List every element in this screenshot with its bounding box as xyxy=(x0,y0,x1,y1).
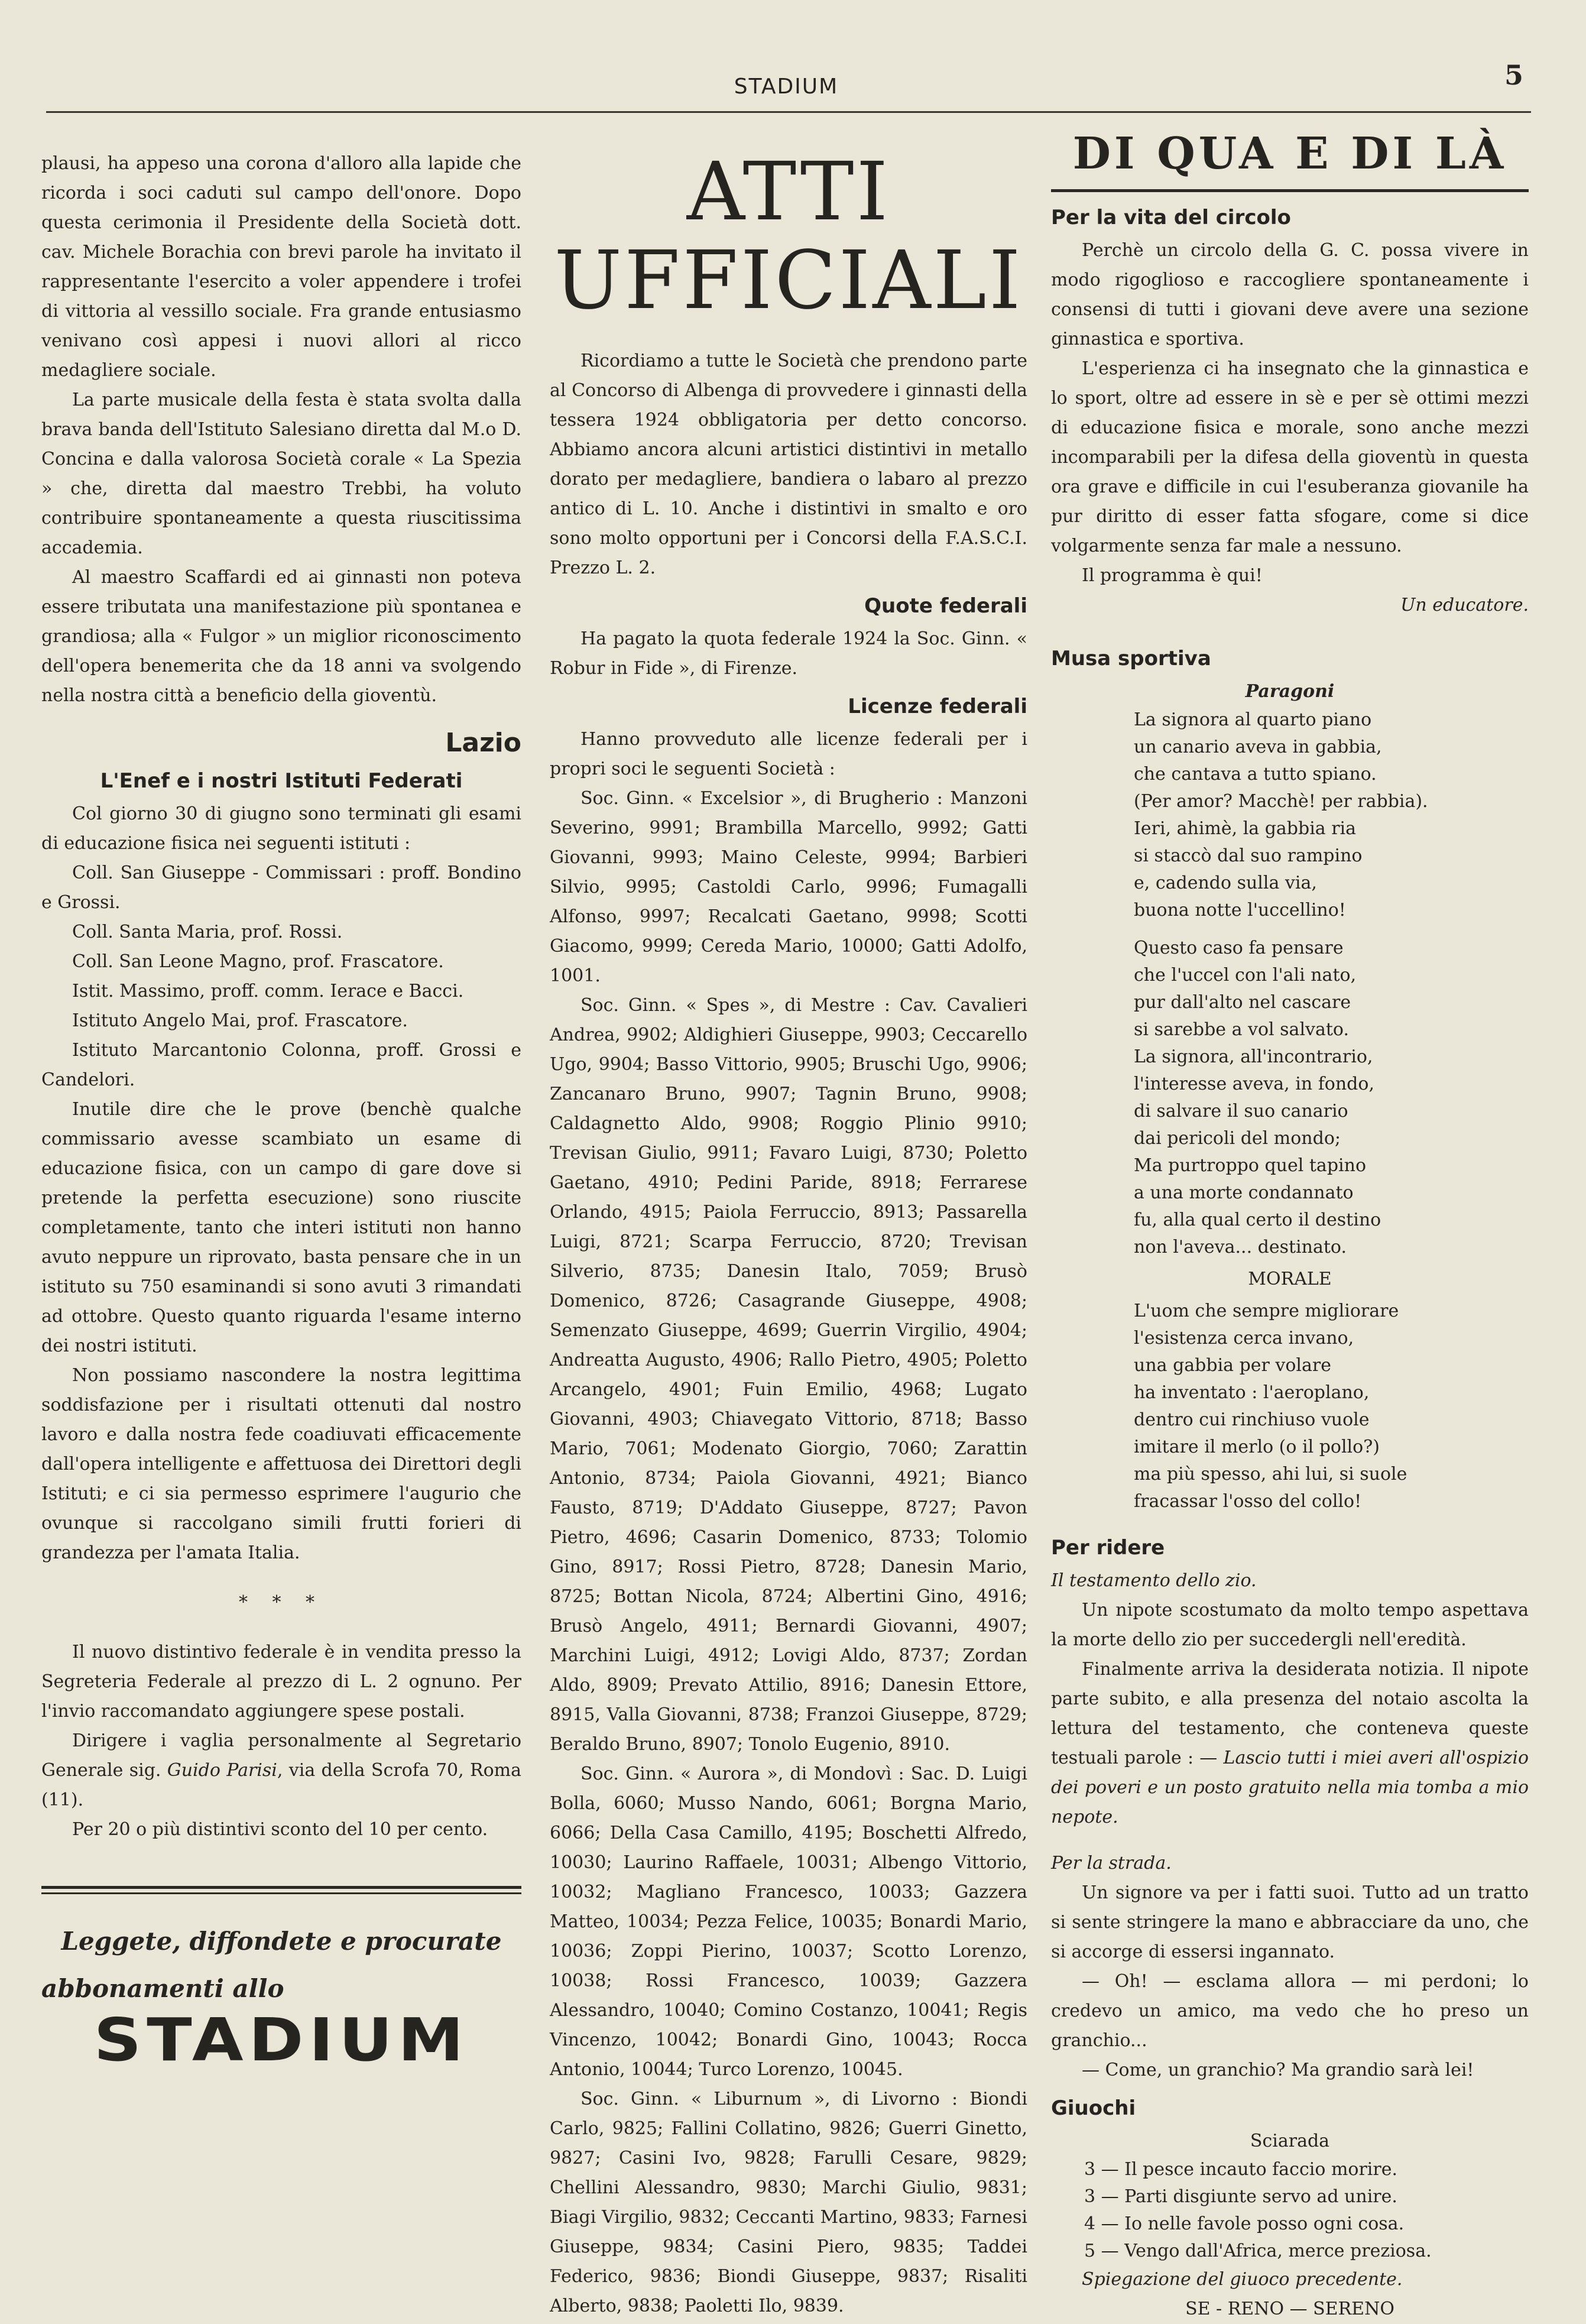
signature: Un educatore. xyxy=(1400,595,1529,615)
institute-item: Coll. San Leone Magno, prof. Frascatore. xyxy=(72,951,444,972)
poem-line: pur dall'alto nel cascare xyxy=(1134,992,1351,1013)
running-header-title: STADIUM xyxy=(734,74,839,99)
article-paragraph: Un signore va per i fatti suoi. Tutto ad un tratto si sente stringere la mano e abbracciare da uno, che si accorge di essersi ingannato. xyxy=(1051,1882,1529,1962)
institute-item: Coll. Santa Maria, prof. Rossi. xyxy=(72,922,343,942)
poem-line: L'uom che sempre migliorare xyxy=(1134,1301,1399,1321)
poem-line: si staccò dal suo rampino xyxy=(1134,845,1363,866)
promo-line: abbonamenti allo xyxy=(41,1974,284,2003)
poem-line: dentro cui rinchiuso vuole xyxy=(1134,1409,1370,1430)
sciarada-title: Sciarada xyxy=(1250,2131,1330,2151)
text-run: Dirigere i vaglia personalmente al Segretario Generale sig. xyxy=(41,1730,521,1781)
poem-line: l'esistenza cerca invano, xyxy=(1134,1328,1354,1349)
poem-line: La signora, all'incontrario, xyxy=(1134,1046,1373,1067)
middle-column xyxy=(550,145,1027,2321)
riddle-line: 3 — Il pesce incauto faccio morire. xyxy=(1084,2159,1398,2180)
testament-quote: Lascio tutti i miei averi all'ospizio dei poveri e un posto gratuito nella mia tomba a mio nepote. xyxy=(1051,1748,1529,1827)
poem-line: una gabbia per volare xyxy=(1134,1355,1331,1376)
poem-line: Ieri, ahimè, la gabbia ria xyxy=(1134,818,1357,839)
page-number: 5 xyxy=(1504,59,1524,91)
poem-line: Questo caso fa pensare xyxy=(1134,938,1344,958)
article-paragraph: — Come, un granchio? Ma grandio sarà lei! xyxy=(1082,2060,1474,2080)
poem-line: a una morte condannato xyxy=(1134,1182,1354,1203)
poem-line: fu, alla qual certo il destino xyxy=(1134,1210,1381,1230)
article-paragraph: Per 20 o più distintivi sconto del 10 per cento. xyxy=(72,1819,488,1840)
stadium-logo: STADIUM xyxy=(93,2005,469,2075)
poem-line: un canario aveva in gabbia, xyxy=(1134,737,1382,757)
article-paragraph: Perchè un circolo della G. C. possa vivere in modo rigoglioso e raccogliere spontaneamente i consensi di tutti i giovani deve avere una sezione ginnastica e sportiva. xyxy=(1051,240,1529,349)
header-rule xyxy=(46,111,1531,113)
poem-title: Paragoni xyxy=(1245,681,1335,702)
institute-item: Istit. Massimo, proff. comm. Ierace e Bacci. xyxy=(72,981,464,1001)
poem-line: l'interesse aveva, in fondo, xyxy=(1134,1074,1374,1094)
article-paragraph: plausi, ha appeso una corona d'alloro alla lapide che ricorda i soci caduti sul campo dell'onore. Dopo questa cerimonia il Presidente della Società dott. cav. Michele Borachia con brevi parole ha invitato il rappresentante l'esercito a voler appendere i trofei di vittoria al vessillo sociale. Fra grande entusiasmo venivano così appesi i nuovi allori al ricco medagliere sociale. xyxy=(41,153,521,381)
article-paragraph xyxy=(41,1726,521,1815)
article-paragraph: Ricordiamo a tutte le Società che prendono parte al Concorso di Albenga di provvedere i ginnasti della tessera 1924 obbligatoria per detto concorso. Abbiamo ancora alcuni artistici distintivi in metallo dorato per medagliere, bandiera o labaro al prezzo antico di L. 10. Anche i distintivi in smalto e oro sono molto opportuni per i Concorsi della F.A.S.C.I. Prezzo L. 2. xyxy=(550,351,1027,578)
poem-line: dai pericoli del mondo; xyxy=(1134,1128,1341,1149)
poem-line: non l'aveva... destinato. xyxy=(1134,1237,1347,1257)
poem-line: ma più spesso, ahi lui, si suole xyxy=(1134,1464,1407,1484)
article-paragraph: Hanno provveduto alle licenze federali per i propri soci le seguenti Società : xyxy=(550,729,1027,779)
poem-line: (Per amor? Macchè! per rabbia). xyxy=(1134,791,1428,812)
poem-line: buona notte l'uccellino! xyxy=(1134,900,1346,920)
section-title: Per la vita del circolo xyxy=(1051,206,1291,229)
promo-text xyxy=(41,1918,521,2012)
section-title: Licenze federali xyxy=(848,695,1027,718)
atti-ufficiali-masthead: ATTI UFFICIALI xyxy=(554,145,1023,328)
joke-title: Il testamento dello zio. xyxy=(1051,1570,1257,1591)
masthead-rule xyxy=(1051,189,1529,192)
poem-line: si sarebbe a vol salvato. xyxy=(1134,1019,1349,1040)
article-paragraph: L'esperienza ci ha insegnato che la ginnastica e lo sport, oltre ad essere in sè e per sè ottimi mezzi di educazione fisica e morale, sono anche mezzi incomparabili per la difesa della gioventù in questa ora grave e difficile in cui l'esuberanza giovanile ha pur diritto di esser fatta sfogare, come si dice volgarmente senza far male a nessuno. xyxy=(1051,358,1529,556)
joke-title: Per la strada. xyxy=(1051,1853,1172,1874)
institute-item: Istituto Angelo Mai, prof. Frascatore. xyxy=(72,1010,408,1031)
poem xyxy=(1134,706,1529,1261)
spiegazione-title: Spiegazione del giuoco precedente. xyxy=(1082,2269,1403,2290)
institute-item: Istituto Marcantonio Colonna, proff. Grossi e Candelori. xyxy=(41,1040,521,1090)
riddle-line: 3 — Parti disgiunte servo ad unire. xyxy=(1084,2186,1397,2207)
poem-line: fracassar l'osso del collo! xyxy=(1134,1491,1362,1512)
license-list: Soc. Ginn. « Spes », di Mestre : Cav. Cavalieri Andrea, 9902; Aldighieri Giuseppe, 9903; Ceccarello Ugo, 9904; Basso Vittorio, 9905; Bruschi Ugo, 9906; Zancanaro Bruno, 9907; Tagnin Bruno, 9908; Caldagnetto Aldo, 9908; Roggio Plinio 9910; Trevisan Giulio, 9911; Favaro Luigi, 8730; Poletto Gaetano, 4910; Pedini Paride, 8918; Ferrarese Orlando, 4915; Paiola Ferruccio, 8913; Passarella Luigi, 8721; Scarpa Ferruccio, 8720; Trevisan Silverio, 8735; Danesin Italo, 7059; Brusò Domenico, 8726; Casagrande Giuseppe, 4908; Semenzato Giuseppe, 4699; Guerrin Virgilio, 4904; Andreatta Augusto, 4906; Rallo Pietro, 4905; Poletto Arcangelo, 4901; Fuin Emilio, 4968; Lugato Giovanni, 4903; Chiavegato Vittorio, 8718; Basso Mario, 7061; Modenato Giorgio, 7060; Zarattin Antonio, 8734; Paiola Giovanni, 4921; Bianco Fausto, 8719; D'Addato Giuseppe, 8727; Pavon Pietro, 4696; Casarin Domenico, 8733; Tolomio Gino, 8917; Rossi Pietro, 8728; Danesin Mario, 8725; Bottan Nicola, 8724; Albertini Gino, 4916; Brusò Angelo, 4911; Bernardi Giovanni, 4907; Marchini Luigi, 4912; Lovigi Aldo, 8737; Zordan Aldo, 8909; Prevato Attilio, 8916; Danesin Ettore, 8915, Valla Giovanni, 8738; Franzoi Giuseppe, 8729; Beraldo Bruno, 8907; Tonolo Eugenio, 8910. xyxy=(550,995,1027,1755)
region-heading: Lazio xyxy=(445,728,521,758)
riddle-line: 4 — Io nelle favole posso ogni cosa. xyxy=(1084,2213,1405,2234)
text-run: Finalmente arriva la desiderata notizia. Il nipote parte subito, e alla presenza del notaio ascolta la lettura del testamento, che conteneva queste testuali parole : — xyxy=(1051,1659,1529,1768)
article-paragraph: — Oh! — esclama allora — mi perdoni; lo credevo un amico, ma vedo che ho preso un granchio... xyxy=(1051,1971,1529,2051)
poem-line: che l'uccel con l'ali nato, xyxy=(1134,965,1357,986)
di-qua-e-di-la-masthead: DI QUA E DI LÀ xyxy=(1072,128,1507,179)
double-rule xyxy=(41,1886,521,1894)
section-separator: * * * xyxy=(238,1592,325,1613)
article-paragraph: La parte musicale della festa è stata svolta dalla brava banda dell'Istituto Salesiano diretta dal M.o D. Concina e dalla valorosa Società corale « La Spezia » che, diretta dal maestro Trebbi, ha voluto contribuire spontaneamente a questa riuscitissima accademia. xyxy=(41,390,521,558)
section-title: Giuochi xyxy=(1051,2096,1136,2120)
poem-line: di salvare il suo canario xyxy=(1134,1101,1348,1122)
poem-line: ha inventato : l'aeroplano, xyxy=(1134,1382,1370,1403)
article-paragraph: Il nuovo distintivo federale è in vendita presso la Segreteria Federale al prezzo di L. 2 ognuno. Per l'invio raccomandato aggiungere spese postali. xyxy=(41,1642,521,1722)
left-column xyxy=(41,149,521,2075)
article-paragraph: Il programma è qui! xyxy=(1082,565,1263,586)
license-list: Soc. Ginn. « Liburnum », di Livorno : Biondi Carlo, 9825; Fallini Collatino, 9826; Guerri Ginetto, 9827; Casini Ivo, 9828; Farulli Cesare, 9829; Chellini Alessandro, 9830; Marchi Giulio, 9831; Biagi Virgilio, 9832; Ceccanti Martino, 9833; Farnesi Giuseppe, 9834; Casini Piero, 9835; Taddei Federico, 9836; Biondi Giuseppe, 9837; Risaliti Alberto, 9838; Paoletti Ilo, 9839. xyxy=(550,2089,1027,2316)
article-paragraph: Inutile dire che le prove (benchè qualche commissario avesse scambiato un esame di educazione fisica, con un campo di gare dove si pretende la perfetta esecuzione) sono riuscite completamente, tanto che interi istituti non hanno avuto neppure un riprovato, basta pensare che in un istituto su 750 esaminandi si sono avuti 3 rimandati ad ottobre. Questo quanto riguarda l'esame interno dei nostri istituti. xyxy=(41,1099,521,1356)
morale-poem xyxy=(1134,1298,1529,1515)
poem-line: imitare il merlo (o il pollo?) xyxy=(1134,1437,1380,1457)
riddle-answer: SE - RENO — SERENO xyxy=(1185,2299,1394,2319)
poem-line: che cantava a tutto spiano. xyxy=(1134,764,1377,785)
poem-line: e, cadendo sulla via, xyxy=(1134,873,1317,893)
promo-line: Leggete, diffondete e procurate xyxy=(61,1927,502,1956)
section-title: Per ridere xyxy=(1051,1536,1165,1560)
right-column xyxy=(1051,124,1529,2324)
article-paragraph: Ha pagato la quota federale 1924 la Soc. Ginn. « Robur in Fide », di Firenze. xyxy=(550,628,1027,679)
riddle-line: 5 — Vengo dall'Africa, merce preziosa. xyxy=(1084,2241,1432,2261)
morale-title: MORALE xyxy=(1248,1269,1332,1289)
poem-line: Ma purtroppo quel tapino xyxy=(1134,1155,1367,1176)
article-paragraph: Al maestro Scaffardi ed ai ginnasti non poteva essere tributata una manifestazione più spontanea e grandiosa; alla « Fulgor » un miglior riconoscimento dell'opera benemerita che da 18 anni va svolgendo nella nostra città a beneficio della gioventù. xyxy=(41,567,521,706)
poem-line: La signora al quarto piano xyxy=(1134,709,1372,730)
article-paragraph: Col giorno 30 di giugno sono terminati gli esami di educazione fisica nei seguenti istituti : xyxy=(41,803,521,854)
section-title: L'Enef e i nostri Istituti Federati xyxy=(100,769,463,793)
sciarada xyxy=(1084,2156,1529,2265)
article-paragraph: Non possiamo nascondere la nostra legittima soddisfazione per i risultati ottenuti dal nostro lavoro e dalla nostra fede coadiuvati efficacemente dall'opera intelligente e affettuosa dei Direttori degli Istituti; e ci sia permesso esprimere l'augurio che ovunque si raccolgano simili frutti forieri di grandezza per l'amata Italia. xyxy=(41,1365,521,1563)
section-title: Musa sportiva xyxy=(1051,647,1211,670)
institute-item: Coll. San Giuseppe - Commissari : proff. Bondino e Grossi. xyxy=(41,863,521,913)
article-paragraph xyxy=(1051,1655,1529,1832)
text-run: , via della Scrofa 70, Roma (11). xyxy=(41,1760,521,1810)
license-list: Soc. Ginn. « Aurora », di Mondovì : Sac. D. Luigi Bolla, 6060; Musso Nando, 6061; Borgna Mario, 6066; Della Casa Camillo, 4195; Boschetti Alfredo, 10030; Laurino Raffaele, 10031; Albengo Vittorio, 10032; Magliano Francesco, 10033; Gazzera Matteo, 10034; Pezza Felice, 10035; Bonardi Mario, 10036; Zoppi Pierino, 10037; Scotto Lorenzo, 10038; Rossi Francesco, 10039; Gazzera Alessandro, 10040; Comino Costanzo, 10041; Regis Vincenzo, 10042; Bonardi Gino, 10043; Rocca Antonio, 10044; Turco Lorenzo, 10045. xyxy=(550,1764,1027,2080)
section-title: Quote federali xyxy=(864,594,1027,618)
license-list: Soc. Ginn. « Excelsior », di Brugherio : Manzoni Severino, 9991; Brambilla Marcello, 9992; Gatti Giovanni, 9993; Maino Celeste, 9994; Barbieri Silvio, 9995; Castoldi Carlo, 9996; Fumagalli Alfonso, 9997; Recalcati Gaetano, 9998; Scotti Giacomo, 9999; Cereda Mario, 10000; Gatti Adolfo, 1001. xyxy=(550,788,1027,986)
article-paragraph: Un nipote scostumato da molto tempo aspettava la morte dello zio per succedergli nell'eredità. xyxy=(1051,1600,1529,1650)
secretary-name: Guido Parisi xyxy=(167,1760,277,1781)
